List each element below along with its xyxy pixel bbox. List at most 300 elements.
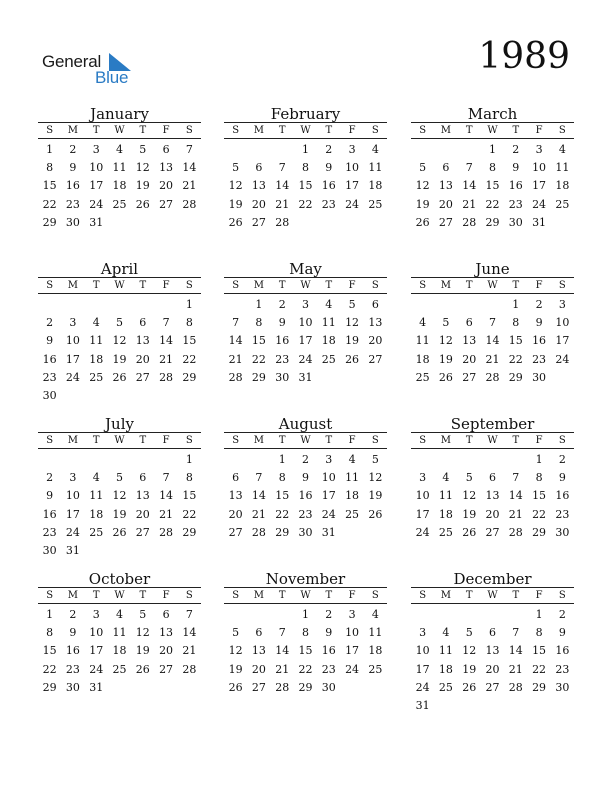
day-cell: 26 — [135, 662, 150, 676]
day-cell: 24 — [89, 662, 104, 676]
weekday-label: W — [114, 125, 125, 136]
day-cell: 10 — [89, 161, 104, 175]
empty-cell — [411, 451, 434, 469]
day-cell: 15 — [298, 644, 313, 658]
day-cell: 18 — [368, 179, 383, 193]
day-cell: 7 — [185, 608, 193, 621]
day-cell: 6 — [488, 626, 496, 640]
day-cell: 5 — [139, 143, 147, 156]
weekday-label: W — [300, 590, 311, 601]
month-april — [38, 261, 201, 405]
day-cell: 7 — [465, 161, 473, 175]
day-cell: 30 — [42, 388, 57, 402]
day-cell: 1 — [301, 608, 309, 621]
day-cell: 6 — [442, 161, 450, 175]
day-cell: 13 — [251, 644, 266, 658]
day-cell: 11 — [415, 334, 430, 348]
day-cell: 19 — [368, 489, 383, 503]
day-cell: 27 — [135, 525, 150, 539]
empty-cell — [271, 141, 294, 159]
day-cell: 5 — [232, 626, 240, 640]
day-cell: 31 — [298, 370, 313, 384]
day-cell: 1 — [185, 453, 193, 466]
day-cell: 4 — [348, 453, 356, 466]
empty-cell — [434, 606, 457, 624]
day-cell: 12 — [438, 334, 453, 348]
day-cell: 14 — [462, 179, 477, 193]
day-cell: 2 — [558, 608, 566, 621]
month-name: September — [450, 415, 535, 433]
day-cell: 2 — [69, 608, 77, 621]
day-cell: 19 — [112, 352, 127, 366]
day-cell: 2 — [558, 453, 566, 466]
empty-cell — [85, 451, 108, 469]
day-cell: 30 — [42, 543, 57, 557]
empty-cell — [458, 296, 481, 314]
weekday-label: S — [185, 435, 193, 446]
weekday-label: T — [465, 280, 473, 291]
day-grid — [38, 296, 201, 405]
day-cell: 1 — [46, 608, 54, 621]
day-cell: 3 — [419, 626, 427, 640]
day-cell: 20 — [485, 507, 500, 521]
day-cell: 6 — [139, 471, 147, 485]
day-cell: 29 — [532, 525, 547, 539]
day-cell: 7 — [278, 626, 286, 640]
month-name: July — [105, 415, 134, 433]
day-cell: 14 — [182, 626, 197, 640]
day-cell: 26 — [228, 680, 243, 694]
day-cell: 27 — [438, 215, 453, 229]
day-cell: 19 — [415, 197, 430, 211]
day-cell: 12 — [112, 334, 127, 348]
day-cell: 11 — [368, 161, 383, 175]
weekday-label: T — [278, 590, 286, 601]
empty-cell — [38, 296, 61, 314]
day-cell: 29 — [182, 525, 197, 539]
day-cell: 12 — [462, 489, 477, 503]
weekday-label: M — [440, 280, 452, 291]
day-grid — [411, 296, 574, 387]
month-august — [224, 416, 387, 542]
weekday-label: S — [419, 280, 427, 291]
day-cell: 29 — [275, 525, 290, 539]
day-cell: 20 — [368, 334, 383, 348]
day-cell: 13 — [485, 644, 500, 658]
day-cell: 14 — [275, 179, 290, 193]
month-name: April — [100, 260, 139, 278]
day-cell: 21 — [182, 644, 197, 658]
day-cell: 30 — [275, 370, 290, 384]
day-cell: 26 — [345, 352, 360, 366]
day-cell: 7 — [162, 471, 170, 485]
day-cell: 23 — [42, 370, 57, 384]
weekday-header — [38, 432, 201, 449]
day-cell: 13 — [438, 179, 453, 193]
empty-cell — [247, 141, 270, 159]
month-name: March — [467, 105, 518, 123]
month-name: May — [289, 260, 322, 278]
year-title: 1989 — [478, 36, 570, 77]
day-cell: 12 — [345, 316, 360, 330]
empty-cell — [434, 141, 457, 159]
day-cell: 3 — [558, 298, 566, 311]
day-cell: 20 — [135, 507, 150, 521]
weekday-header — [411, 587, 574, 604]
weekday-header — [411, 432, 574, 449]
day-grid — [224, 606, 387, 697]
empty-cell — [481, 451, 504, 469]
day-cell: 15 — [532, 489, 547, 503]
weekday-label: S — [46, 280, 54, 291]
day-cell: 4 — [371, 143, 379, 156]
empty-cell — [224, 451, 247, 469]
weekday-label: T — [92, 125, 100, 136]
empty-cell — [247, 606, 270, 624]
day-cell: 24 — [345, 197, 360, 211]
empty-cell — [224, 141, 247, 159]
weekday-label: F — [535, 590, 543, 601]
day-cell: 31 — [415, 698, 430, 712]
day-cell: 25 — [112, 662, 127, 676]
weekday-label: F — [348, 280, 356, 291]
day-cell: 10 — [532, 161, 547, 175]
day-cell: 17 — [298, 334, 313, 348]
day-cell: 9 — [301, 471, 309, 485]
day-cell: 5 — [232, 161, 240, 175]
weekday-label: S — [46, 435, 54, 446]
day-cell: 28 — [275, 215, 290, 229]
weekday-label: S — [558, 280, 566, 291]
month-name: December — [453, 570, 532, 588]
day-cell: 13 — [228, 489, 243, 503]
day-cell: 22 — [298, 197, 313, 211]
day-cell: 5 — [465, 471, 473, 485]
weekday-label: S — [232, 435, 240, 446]
day-cell: 29 — [42, 215, 57, 229]
day-cell: 15 — [182, 489, 197, 503]
weekday-label: M — [253, 590, 265, 601]
day-cell: 15 — [532, 644, 547, 658]
month-november — [224, 571, 387, 697]
day-cell: 22 — [42, 197, 57, 211]
day-cell: 19 — [228, 662, 243, 676]
day-cell: 16 — [65, 644, 80, 658]
day-cell: 9 — [535, 316, 543, 330]
day-cell: 28 — [508, 680, 523, 694]
day-cell: 7 — [162, 316, 170, 330]
day-cell: 9 — [512, 161, 520, 175]
empty-cell — [411, 296, 434, 314]
day-cell: 16 — [508, 179, 523, 193]
day-cell: 16 — [321, 644, 336, 658]
day-cell: 22 — [42, 662, 57, 676]
day-cell: 29 — [508, 370, 523, 384]
day-cell: 1 — [488, 143, 496, 156]
weekday-label: F — [162, 435, 170, 446]
day-cell: 14 — [159, 334, 174, 348]
weekday-label: M — [440, 590, 452, 601]
day-cell: 3 — [92, 608, 100, 621]
weekday-label: W — [114, 435, 125, 446]
day-cell: 4 — [92, 316, 100, 330]
day-cell: 15 — [508, 334, 523, 348]
weekday-label: S — [185, 280, 193, 291]
weekday-header — [224, 122, 387, 139]
day-cell: 15 — [42, 644, 57, 658]
month-december — [411, 571, 574, 715]
day-cell: 21 — [462, 197, 477, 211]
day-cell: 18 — [555, 179, 570, 193]
day-cell: 5 — [419, 161, 427, 175]
day-cell: 12 — [112, 489, 127, 503]
day-cell: 12 — [228, 644, 243, 658]
day-cell: 21 — [275, 662, 290, 676]
day-cell: 23 — [275, 352, 290, 366]
weekday-label: M — [253, 280, 265, 291]
day-cell: 27 — [368, 352, 383, 366]
weekday-header — [411, 277, 574, 294]
day-cell: 24 — [298, 352, 313, 366]
day-cell: 25 — [438, 680, 453, 694]
weekday-label: F — [535, 280, 543, 291]
empty-cell — [108, 296, 131, 314]
empty-cell — [154, 451, 177, 469]
weekday-label: F — [348, 435, 356, 446]
empty-cell — [85, 296, 108, 314]
day-cell: 27 — [251, 215, 266, 229]
day-cell: 13 — [159, 161, 174, 175]
day-cell: 5 — [115, 316, 123, 330]
day-grid — [411, 606, 574, 715]
day-cell: 17 — [89, 179, 104, 193]
day-cell: 4 — [115, 608, 123, 621]
day-cell: 17 — [415, 662, 430, 676]
day-cell: 22 — [532, 662, 547, 676]
day-cell: 28 — [182, 662, 197, 676]
day-cell: 4 — [442, 626, 450, 640]
day-cell: 3 — [301, 298, 309, 311]
day-cell: 1 — [301, 143, 309, 156]
day-cell: 10 — [298, 316, 313, 330]
month-name: August — [278, 415, 333, 433]
weekday-label: T — [325, 590, 333, 601]
day-cell: 3 — [535, 143, 543, 156]
day-cell: 22 — [275, 507, 290, 521]
day-cell: 12 — [135, 161, 150, 175]
weekday-label: W — [300, 435, 311, 446]
weekday-label: M — [440, 435, 452, 446]
day-cell: 9 — [278, 316, 286, 330]
day-cell: 24 — [65, 525, 80, 539]
weekday-label: F — [535, 435, 543, 446]
day-cell: 7 — [512, 626, 520, 640]
weekday-label: T — [465, 125, 473, 136]
empty-cell — [154, 296, 177, 314]
day-cell: 23 — [65, 197, 80, 211]
weekday-label: S — [185, 125, 193, 136]
day-cell: 7 — [512, 471, 520, 485]
day-cell: 2 — [301, 453, 309, 466]
weekday-label: M — [253, 125, 265, 136]
day-cell: 1 — [185, 298, 193, 311]
day-cell: 28 — [508, 525, 523, 539]
weekday-label: S — [558, 125, 566, 136]
day-cell: 6 — [255, 626, 263, 640]
day-cell: 3 — [348, 143, 356, 156]
weekday-label: S — [232, 125, 240, 136]
day-cell: 7 — [278, 161, 286, 175]
weekday-label: T — [512, 125, 520, 136]
day-grid — [224, 141, 387, 232]
logo-text-blue: Blue — [95, 68, 129, 87]
weekday-header — [224, 277, 387, 294]
month-may — [224, 261, 387, 387]
day-cell: 8 — [46, 161, 54, 175]
weekday-label: T — [512, 590, 520, 601]
weekday-label: F — [162, 590, 170, 601]
day-cell: 6 — [162, 143, 170, 156]
month-october — [38, 571, 201, 697]
day-cell: 9 — [69, 626, 77, 640]
day-cell: 9 — [46, 489, 54, 503]
day-cell: 10 — [65, 489, 80, 503]
day-cell: 28 — [251, 525, 266, 539]
day-cell: 14 — [275, 644, 290, 658]
empty-cell — [61, 296, 84, 314]
weekday-label: S — [371, 435, 379, 446]
weekday-label: T — [139, 280, 147, 291]
weekday-header — [411, 122, 574, 139]
day-cell: 26 — [135, 197, 150, 211]
day-cell: 23 — [508, 197, 523, 211]
weekday-label: T — [92, 590, 100, 601]
day-cell: 25 — [89, 525, 104, 539]
day-cell: 11 — [368, 626, 383, 640]
day-cell: 18 — [321, 334, 336, 348]
day-grid — [224, 296, 387, 387]
weekday-label: F — [535, 125, 543, 136]
day-cell: 28 — [462, 215, 477, 229]
month-july — [38, 416, 201, 560]
month-name: October — [88, 570, 151, 588]
day-cell: 18 — [89, 507, 104, 521]
month-february — [224, 106, 387, 232]
day-cell: 5 — [348, 298, 356, 311]
generalblue-logo — [42, 50, 142, 90]
day-cell: 15 — [275, 489, 290, 503]
day-cell: 9 — [325, 161, 333, 175]
day-cell: 19 — [462, 507, 477, 521]
day-cell: 18 — [112, 644, 127, 658]
day-cell: 23 — [321, 662, 336, 676]
weekday-label: T — [465, 435, 473, 446]
day-cell: 16 — [532, 334, 547, 348]
day-cell: 21 — [508, 507, 523, 521]
day-cell: 30 — [532, 370, 547, 384]
day-cell: 14 — [508, 644, 523, 658]
day-cell: 28 — [159, 370, 174, 384]
weekday-label: T — [465, 590, 473, 601]
day-cell: 15 — [298, 179, 313, 193]
weekday-label: M — [67, 435, 79, 446]
day-cell: 7 — [488, 316, 496, 330]
day-cell: 27 — [251, 680, 266, 694]
weekday-label: S — [371, 280, 379, 291]
empty-cell — [434, 451, 457, 469]
month-name: February — [270, 105, 341, 123]
day-cell: 31 — [89, 215, 104, 229]
weekday-label: S — [419, 590, 427, 601]
day-cell: 16 — [42, 352, 57, 366]
day-cell: 29 — [182, 370, 197, 384]
day-cell: 27 — [159, 197, 174, 211]
day-cell: 22 — [532, 507, 547, 521]
empty-cell — [504, 606, 527, 624]
weekday-label: T — [139, 125, 147, 136]
weekday-label: S — [185, 590, 193, 601]
day-cell: 2 — [46, 316, 54, 330]
day-cell: 25 — [345, 507, 360, 521]
day-cell: 19 — [112, 507, 127, 521]
day-cell: 11 — [438, 644, 453, 658]
day-cell: 13 — [485, 489, 500, 503]
logo-text-general: General — [42, 52, 102, 71]
day-cell: 2 — [325, 608, 333, 621]
day-cell: 7 — [255, 471, 263, 485]
day-cell: 14 — [251, 489, 266, 503]
day-cell: 25 — [321, 352, 336, 366]
day-cell: 4 — [419, 316, 427, 330]
day-cell: 25 — [555, 197, 570, 211]
weekday-label: T — [92, 435, 100, 446]
day-cell: 1 — [278, 453, 286, 466]
empty-cell — [271, 606, 294, 624]
day-cell: 25 — [415, 370, 430, 384]
day-cell: 2 — [512, 143, 520, 156]
day-cell: 20 — [485, 662, 500, 676]
day-cell: 21 — [275, 197, 290, 211]
day-cell: 14 — [508, 489, 523, 503]
empty-cell — [458, 606, 481, 624]
day-cell: 3 — [69, 316, 77, 330]
day-grid — [411, 141, 574, 232]
day-cell: 25 — [89, 370, 104, 384]
empty-cell — [458, 141, 481, 159]
day-cell: 11 — [438, 489, 453, 503]
weekday-label: S — [558, 590, 566, 601]
day-cell: 22 — [182, 507, 197, 521]
day-cell: 25 — [368, 197, 383, 211]
day-cell: 2 — [69, 143, 77, 156]
day-cell: 9 — [558, 471, 566, 485]
day-cell: 2 — [46, 471, 54, 485]
day-cell: 15 — [251, 334, 266, 348]
day-cell: 4 — [115, 143, 123, 156]
day-cell: 1 — [255, 298, 263, 311]
day-cell: 10 — [345, 626, 360, 640]
day-cell: 24 — [415, 680, 430, 694]
day-cell: 22 — [298, 662, 313, 676]
empty-cell — [61, 451, 84, 469]
day-cell: 4 — [92, 471, 100, 485]
day-cell: 26 — [438, 370, 453, 384]
day-cell: 18 — [438, 662, 453, 676]
empty-cell — [481, 296, 504, 314]
empty-cell — [108, 451, 131, 469]
empty-cell — [224, 296, 247, 314]
day-cell: 10 — [345, 161, 360, 175]
